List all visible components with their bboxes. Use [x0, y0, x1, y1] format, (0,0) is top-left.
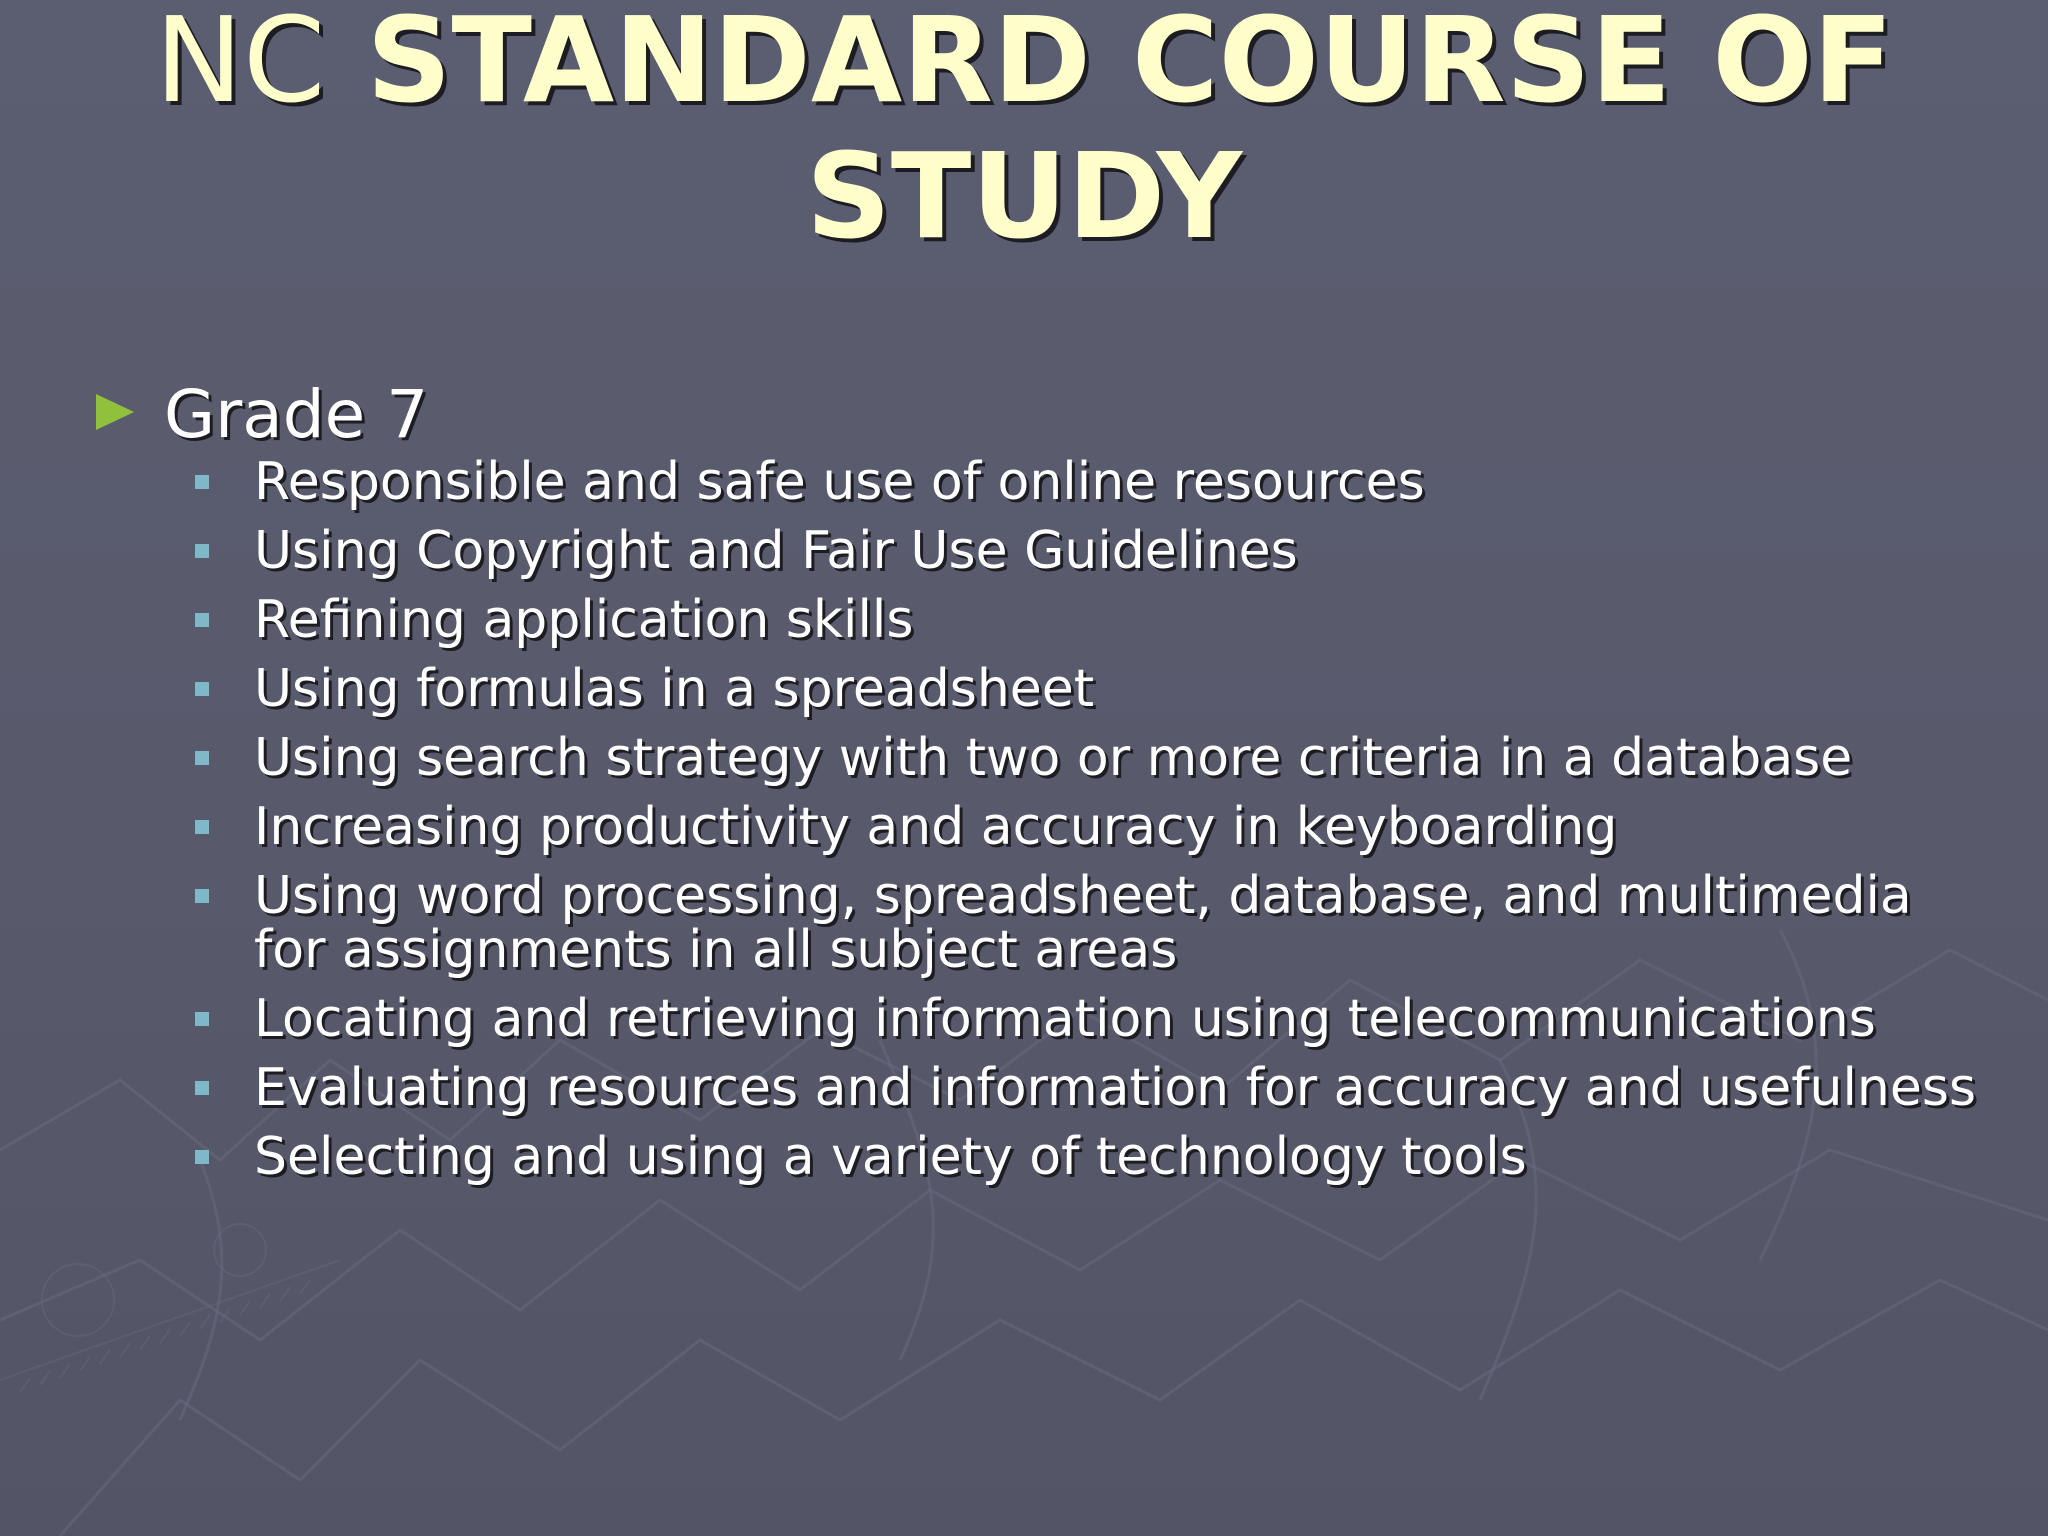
slide-title	[0, 0, 2048, 264]
square-bullet-icon	[195, 682, 209, 696]
list-item-text: Using word processing, spreadsheet, database, and multimedia for assignments in all subject areas	[254, 866, 1912, 980]
list-item	[192, 521, 1992, 581]
square-bullet-icon	[195, 751, 209, 765]
square-bullet-icon	[195, 1081, 209, 1095]
list-item-text: Increasing productivity and accuracy in keyboarding	[254, 797, 1618, 857]
square-bullet-icon	[195, 544, 209, 558]
title-main-line2: STUDY	[805, 127, 1243, 265]
list-item-text: Locating and retrieving information using telecommunications	[254, 989, 1876, 1049]
square-bullet-icon	[195, 820, 209, 834]
list-item-text: Using Copyright and Fair Use Guidelines	[254, 521, 1298, 581]
list-item	[192, 452, 1992, 512]
square-bullet-icon	[195, 1150, 209, 1164]
list-item-text: Evaluating resources and information for accuracy and usefulness	[254, 1058, 1977, 1118]
list-item-text: Responsible and safe use of online resources	[254, 452, 1425, 512]
square-bullet-icon	[195, 889, 209, 903]
list-item	[192, 659, 1992, 719]
level1-label: Grade 7	[164, 376, 429, 453]
list-item-text: Refining application skills	[254, 590, 914, 650]
square-bullet-icon	[195, 1012, 209, 1026]
list-item-text: Using search strategy with two or more criteria in a database	[254, 728, 1853, 788]
sub-bullet-list	[192, 452, 1992, 1199]
list-item	[192, 728, 1992, 788]
list-item	[192, 590, 1992, 650]
title-main-line1: STANDARD COURSE OF	[366, 0, 1894, 129]
list-item	[192, 989, 1992, 1049]
square-bullet-icon	[195, 475, 209, 489]
list-item	[192, 1058, 1992, 1118]
list-item	[192, 797, 1992, 857]
list-item-text: Using formulas in a spreadsheet	[254, 659, 1095, 719]
list-item	[192, 866, 1954, 980]
list-item	[192, 1127, 1992, 1187]
square-bullet-icon	[195, 613, 209, 627]
triangle-arrow-icon	[96, 394, 134, 430]
title-prefix: NC	[154, 0, 326, 129]
list-item-text: Selecting and using a variety of technology tools	[254, 1127, 1527, 1187]
